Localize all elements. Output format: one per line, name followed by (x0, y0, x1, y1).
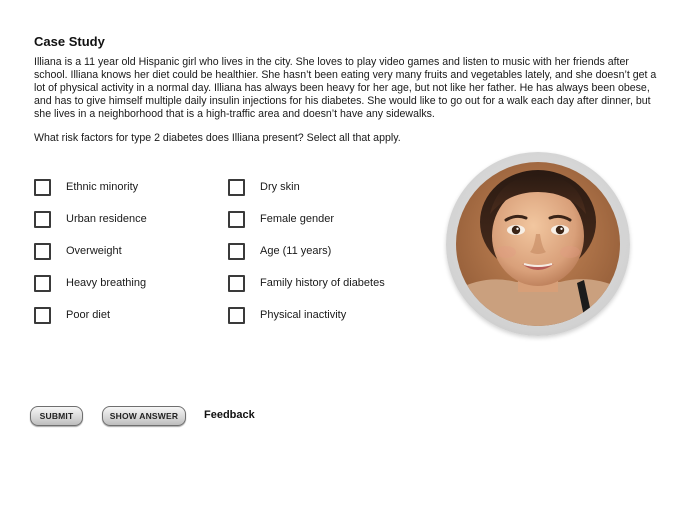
show-answer-button[interactable]: SHOW ANSWER (102, 406, 186, 426)
checkbox[interactable] (228, 211, 245, 228)
option-label: Heavy breathing (66, 277, 147, 289)
option-age[interactable] (228, 240, 331, 262)
checkbox[interactable] (34, 243, 51, 260)
case-study-paragraph: Illiana is a 11 year old Hispanic girl who lives in the city. She loves to play video games and listen to music with her friends after school. Illiana knows her diet could be healthier. She hasn’t been eating very many fruits and vegetables lately, and she doesn’t get a lot of physical activity in a normal day. Illiana has always been heavy for her age, but not like her father. He has always been obese, and has to give himself multiple daily insulin injections for his diabetes. She would like to go out for a walk each day after dinner, but she lives in a neighborhood that is a high-traffic area and doesn’t have any sidewalks. (34, 56, 657, 121)
checkbox[interactable] (34, 275, 51, 292)
option-label: Physical inactivity (260, 309, 347, 321)
checkbox[interactable] (34, 211, 51, 228)
case-study-title: Case Study (34, 34, 105, 49)
option-ethnic-minority[interactable] (34, 176, 138, 198)
option-label: Poor diet (66, 309, 111, 321)
option-label: Ethnic minority (66, 181, 139, 193)
option-urban-residence[interactable] (34, 208, 147, 230)
checkbox[interactable] (228, 243, 245, 260)
checkbox[interactable] (34, 307, 51, 324)
option-label: Urban residence (66, 213, 147, 225)
option-label: Family history of diabetes (260, 277, 385, 289)
option-physical-inactivity[interactable] (228, 304, 346, 326)
feedback-label: Feedback (204, 409, 255, 421)
checkbox[interactable] (34, 179, 51, 196)
portrait-girl-illustration (456, 162, 620, 326)
option-poor-diet[interactable] (34, 304, 110, 326)
photo-frame (446, 152, 630, 336)
checkbox[interactable] (228, 275, 245, 292)
question-prompt: What risk factors for type 2 diabetes does Illiana present? Select all that apply. (34, 132, 401, 144)
checkbox[interactable] (228, 179, 245, 196)
option-label: Dry skin (260, 181, 300, 193)
option-heavy-breathing[interactable] (34, 272, 146, 294)
option-label: Female gender (260, 213, 334, 225)
option-overweight[interactable] (34, 240, 122, 262)
option-dry-skin[interactable] (228, 176, 300, 198)
option-label: Age (11 years) (260, 245, 332, 257)
option-family-history[interactable] (228, 272, 385, 294)
submit-button[interactable]: SUBMIT (30, 406, 83, 426)
option-female-gender[interactable] (228, 208, 334, 230)
portrait-photo (456, 162, 620, 326)
checkbox[interactable] (228, 307, 245, 324)
option-label: Overweight (66, 245, 122, 257)
